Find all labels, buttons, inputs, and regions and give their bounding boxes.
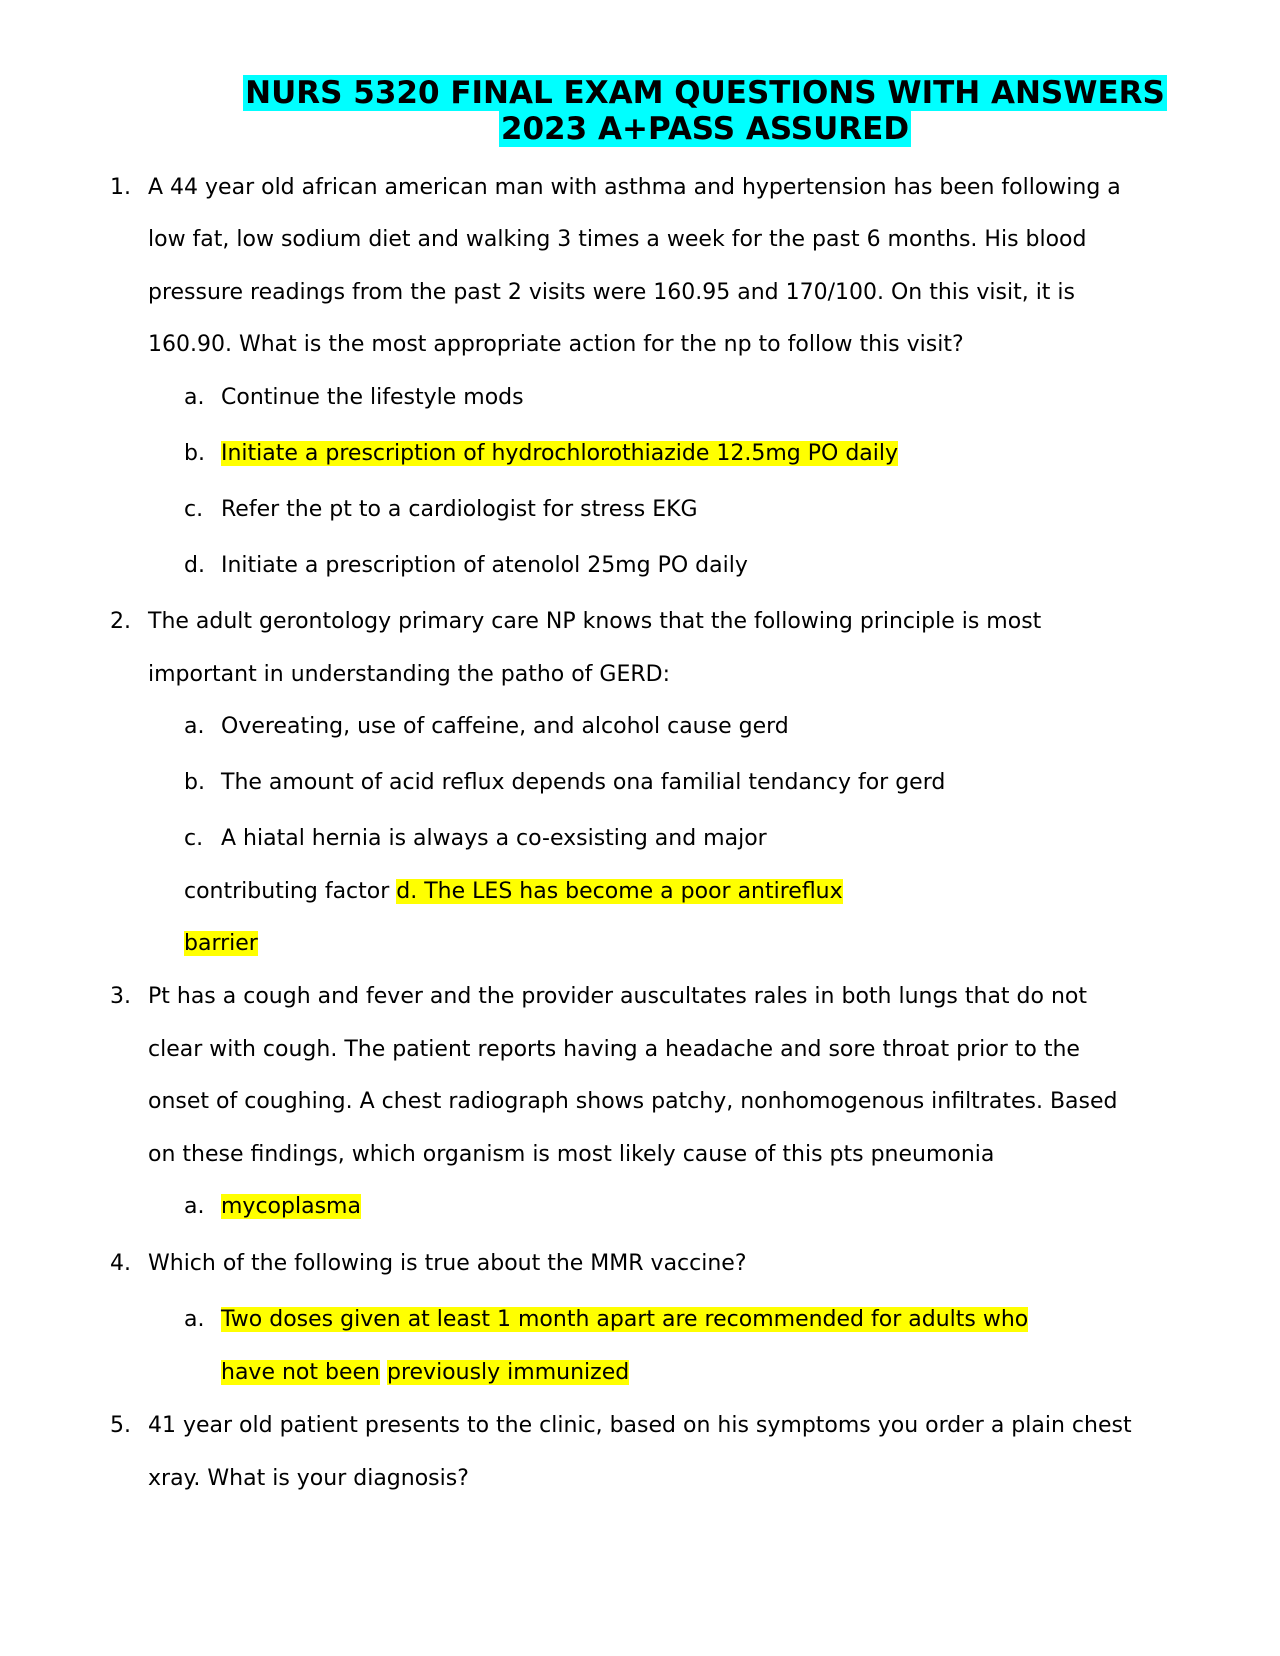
title-highlight-1: NURS 5320 FINAL EXAM QUESTIONS WITH ANSWERS (245, 75, 1165, 111)
title-highlight-2: 2023 A+PASS ASSURED (500, 111, 910, 147)
q1-option-c-letter: c. (184, 497, 204, 522)
question-5-line-2: xray. What is your diagnosis? (148, 1466, 469, 1491)
question-3-line-4: on these findings, which organism is most likely cause of this pts pneumonia (148, 1142, 995, 1167)
document-title-line-2 (150, 110, 1260, 148)
q4-option-a-continuation (221, 1359, 629, 1387)
q1-option-a-letter: a. (184, 385, 205, 410)
question-3-line-3: onset of coughing. A chest radiograph shows patchy, nonhomogenous infiltrates. Based (148, 1089, 1118, 1114)
q2-option-b: The amount of acid reflux depends ona familial tendancy for gerd (221, 770, 946, 795)
q4-answer-highlight-2: have not been (221, 1360, 380, 1385)
q1-option-b-answer (221, 440, 898, 468)
question-1-line-2: low fat, low sodium diet and walking 3 times a week for the past 6 months. His blood (148, 227, 1087, 252)
q1-option-d: Initiate a prescription of atenolol 25mg PO daily (221, 553, 748, 578)
question-3-line-2: clear with cough. The patient reports having a headache and sore throat prior to the (148, 1037, 1080, 1062)
q3-answer-highlight: mycoplasma (221, 1194, 361, 1219)
q1-option-b-letter: b. (184, 441, 205, 466)
q2-option-c-continuation (184, 878, 843, 906)
question-3-number: 3. (110, 984, 131, 1009)
q2-option-c-letter: c. (184, 826, 204, 851)
q1-option-a: Continue the lifestyle mods (221, 385, 524, 410)
q1-answer-highlight: Initiate a prescription of hydrochlorothiazide 12.5mg PO daily (221, 441, 899, 466)
q2-option-b-letter: b. (184, 770, 205, 795)
q4-option-a-answer (221, 1306, 1028, 1334)
question-2-line-2: important in understanding the patho of GERD: (148, 662, 671, 687)
question-1-number: 1. (110, 175, 131, 200)
question-3-line-1: Pt has a cough and fever and the provider auscultates rales in both lungs that do not (148, 984, 1087, 1009)
question-4-number: 4. (110, 1251, 131, 1276)
q2-option-d-tail (184, 930, 258, 958)
q1-option-d-letter: d. (184, 553, 205, 578)
q4-option-a-letter: a. (184, 1307, 205, 1332)
document-title-line-1 (150, 74, 1260, 112)
question-5-number: 5. (110, 1413, 131, 1438)
q4-answer-highlight: Two doses given at least 1 month apart are recommended for adults who (221, 1307, 1029, 1332)
q3-option-a-answer (221, 1193, 361, 1221)
q3-option-a-letter: a. (184, 1194, 205, 1219)
question-4-line-1: Which of the following is true about the MMR vaccine? (148, 1251, 747, 1276)
q2-option-a: Overeating, use of caffeine, and alcohol cause gerd (221, 714, 789, 739)
question-2-number: 2. (110, 609, 131, 634)
q4-answer-highlight-3: previously immunized (386, 1360, 630, 1385)
q2-continuation-text: contributing factor (184, 879, 390, 904)
question-2-line-1: The adult gerontology primary care NP knows that the following principle is most (148, 609, 1042, 634)
q1-option-c: Refer the pt to a cardiologist for stress EKG (221, 497, 698, 522)
q2-option-a-letter: a. (184, 714, 205, 739)
question-5-line-1: 41 year old patient presents to the clinic, based on his symptoms you order a plain chest (148, 1413, 1132, 1438)
q2-answer-highlight-tail: barrier (184, 931, 258, 956)
q2-answer-highlight: d. The LES has become a poor antireflux (396, 879, 843, 904)
question-1-line-4: 160.90. What is the most appropriate action for the np to follow this visit? (148, 332, 964, 357)
question-1-line-3: pressure readings from the past 2 visits were 160.95 and 170/100. On this visit, it is (148, 280, 1075, 305)
question-1-line-1: A 44 year old african american man with asthma and hypertension has been following a (148, 175, 1121, 200)
q2-option-c: A hiatal hernia is always a co-exsisting and major (221, 826, 767, 851)
